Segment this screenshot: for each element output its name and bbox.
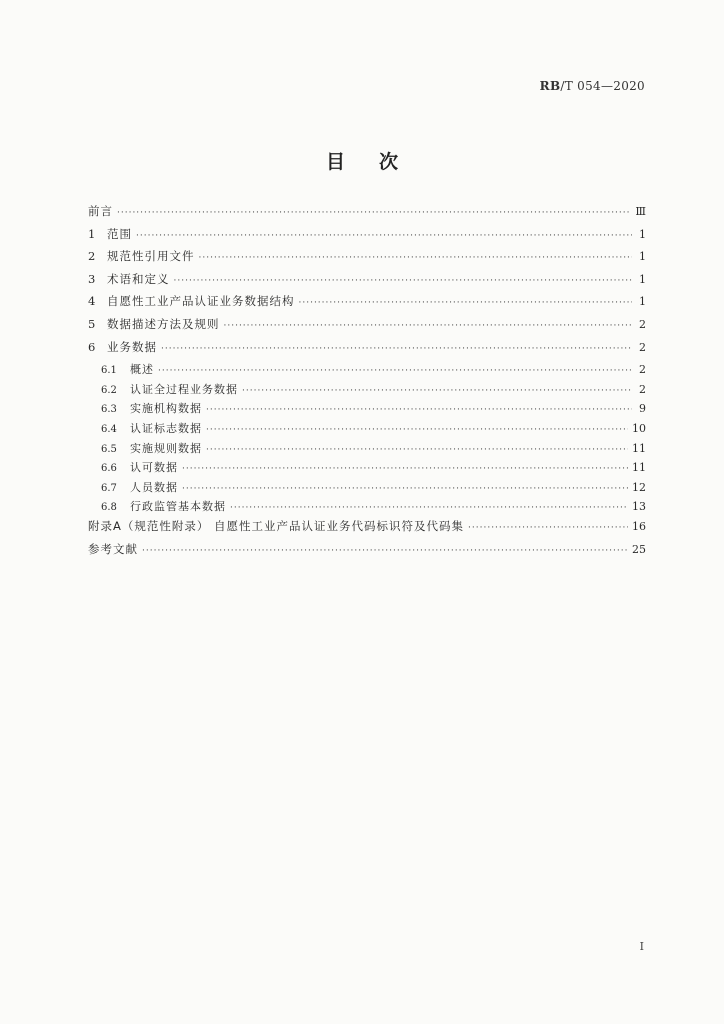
toc-entry-page: 12 [632, 480, 646, 494]
toc-entry-page: 2 [639, 317, 646, 331]
dot-leader [117, 208, 631, 218]
toc-entry[interactable] [88, 248, 646, 271]
toc-entry-label: 规范性引用文件 [107, 249, 195, 264]
toc-entry-label: 术语和定义 [107, 271, 170, 286]
toc-entry-label: 认可数据 [130, 461, 178, 475]
toc-entry-number: 6.6 [101, 463, 117, 475]
toc-entry[interactable] [88, 381, 646, 401]
toc-entry-page: 2 [639, 382, 646, 396]
page-number: I [639, 940, 644, 953]
toc-entry[interactable] [88, 518, 646, 541]
dot-leader [242, 386, 632, 396]
toc-entry-number: 5 [88, 316, 96, 331]
toc-entry-number: 2 [88, 249, 96, 264]
document-code: RB/T 054—2020 [539, 79, 645, 93]
dot-leader [182, 464, 628, 474]
dot-leader [136, 231, 632, 241]
toc-entry-label: 附录A（规范性附录） 自愿性工业产品认证业务代码标识符及代码集 [88, 518, 465, 533]
toc-entry-number: 6 [88, 339, 96, 354]
toc-entry-number: 6.7 [101, 482, 117, 494]
toc-entry-label: 数据描述方法及规则 [107, 316, 220, 331]
toc-entry-page: 1 [639, 272, 646, 286]
dot-leader [174, 276, 633, 286]
dot-leader [206, 445, 628, 455]
toc-entry-number: 6.4 [101, 423, 117, 435]
toc-entry-page: Ⅲ [635, 205, 646, 218]
toc-entry-page: 11 [632, 461, 646, 475]
toc-entry-label: 自愿性工业产品认证业务数据结构 [107, 294, 295, 309]
toc-entry-label: 行政监管基本数据 [130, 500, 226, 514]
toc-entry[interactable] [88, 440, 646, 460]
dot-leader [468, 523, 628, 533]
toc-entry[interactable] [88, 203, 646, 226]
toc-entry[interactable] [88, 226, 646, 249]
toc-entry-page: 2 [639, 363, 646, 377]
table-of-contents [88, 203, 646, 563]
toc-entry-label: 人员数据 [130, 480, 178, 494]
toc-entry[interactable] [88, 316, 646, 339]
toc-entry-label: 参考文献 [88, 541, 138, 556]
toc-entry-label: 前言 [88, 204, 113, 218]
toc-entry-number: 4 [88, 294, 96, 309]
toc-entry-number: 6.5 [101, 443, 117, 455]
toc-entry-page: 1 [639, 227, 646, 241]
toc-entry[interactable] [88, 541, 646, 564]
dot-leader [199, 253, 633, 263]
toc-entry-label: 实施机构数据 [130, 402, 202, 416]
toc-entry-number: 3 [88, 271, 96, 286]
toc-entry-page: 10 [632, 421, 646, 435]
toc-entry-label: 范围 [107, 226, 132, 241]
toc-entry-label: 业务数据 [107, 339, 157, 354]
dot-leader [182, 484, 628, 494]
toc-entry-number: 6.3 [101, 404, 117, 416]
dot-leader [158, 366, 632, 376]
toc-entry-number: 6.8 [101, 502, 117, 514]
dot-leader [299, 298, 633, 308]
toc-entry[interactable] [88, 459, 646, 479]
page-title: 目次 [325, 151, 432, 173]
toc-entry-page: 2 [639, 340, 646, 354]
dot-leader [142, 546, 628, 556]
toc-entry[interactable] [88, 498, 646, 518]
toc-entry[interactable] [88, 420, 646, 440]
dot-leader [161, 344, 632, 354]
toc-entry[interactable] [88, 339, 646, 362]
toc-entry-page: 13 [632, 500, 646, 514]
toc-entry-number: 6.2 [101, 384, 117, 396]
toc-entry-number: 6.1 [101, 365, 117, 377]
toc-entry-page: 16 [632, 519, 646, 533]
toc-entry-label: 概述 [130, 363, 154, 377]
toc-entry-label: 认证全过程业务数据 [130, 382, 238, 396]
toc-entry-page: 9 [639, 402, 646, 416]
toc-entry-page: 25 [632, 542, 646, 556]
toc-entry[interactable] [88, 479, 646, 499]
toc-entry-label: 认证标志数据 [130, 421, 202, 435]
toc-entry[interactable] [88, 361, 646, 381]
dot-leader [206, 405, 632, 415]
toc-entry-page: 1 [639, 250, 646, 264]
dot-leader [230, 503, 628, 513]
toc-entry[interactable] [88, 293, 646, 316]
toc-entry[interactable] [88, 271, 646, 294]
toc-entry[interactable] [88, 400, 646, 420]
toc-entry-page: 1 [639, 295, 646, 309]
toc-entry-page: 11 [632, 441, 646, 455]
toc-entry-number: 1 [88, 226, 96, 241]
dot-leader [206, 425, 628, 435]
toc-entry-label: 实施规则数据 [130, 441, 202, 455]
dot-leader [224, 321, 633, 331]
